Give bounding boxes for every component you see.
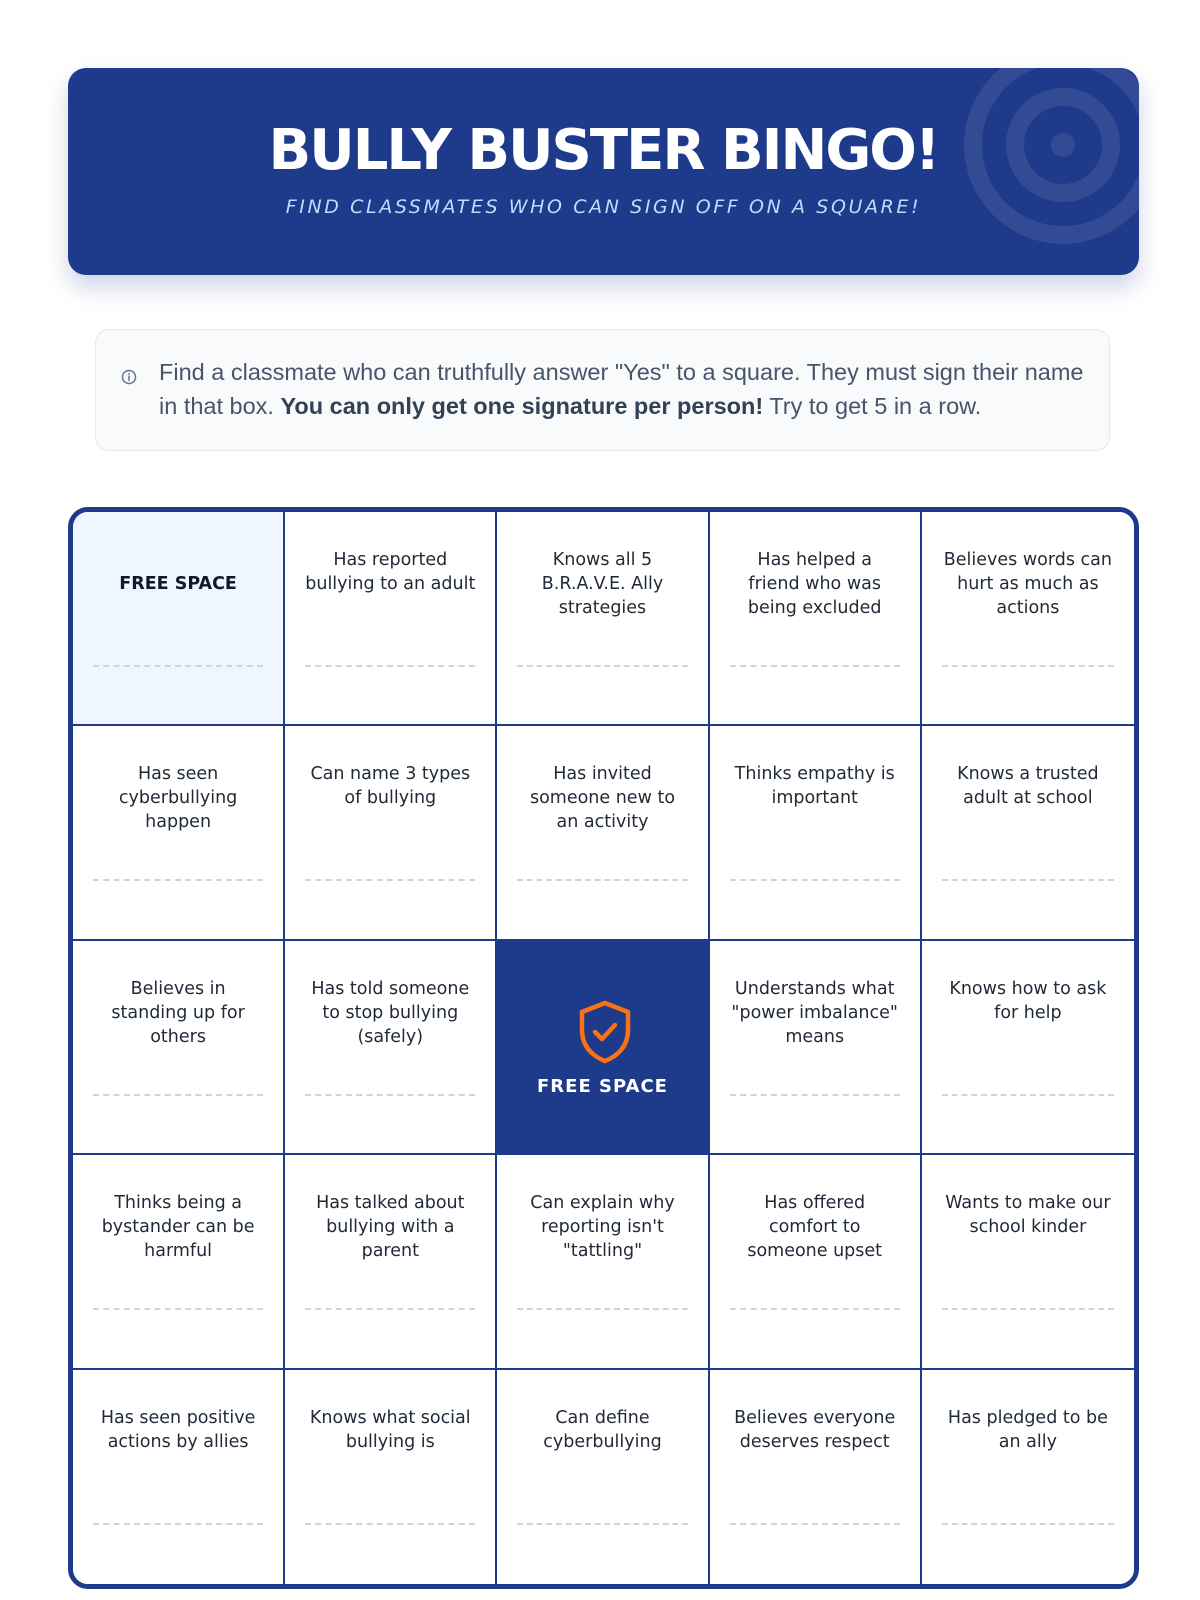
cell-prompt: Can explain why reporting isn't "tattling" [530, 1193, 675, 1262]
instructions-box [95, 329, 1110, 451]
cell-prompt: Believes in standing up for others [111, 978, 245, 1047]
signature-line[interactable] [942, 879, 1114, 881]
shield-check-icon [577, 999, 633, 1065]
cell-prompt: Thinks empathy is important [734, 764, 895, 809]
bingo-cell[interactable] [922, 726, 1134, 940]
bingo-cell[interactable] [73, 1370, 285, 1584]
signature-line[interactable] [517, 1308, 687, 1310]
cell-prompt: Knows what social bullying is [309, 1407, 471, 1452]
cell-prompt: Has talked about bullying with a parent [316, 1193, 465, 1262]
signature-line[interactable] [93, 665, 263, 667]
page-subtitle: FIND CLASSMATES WHO CAN SIGN OFF ON A SQUARE! [285, 196, 922, 218]
cell-prompt: Has helped a friend who was being excluded [747, 550, 882, 618]
signature-line[interactable] [93, 1523, 263, 1525]
bingo-cell[interactable] [922, 1370, 1134, 1584]
signature-line[interactable] [942, 665, 1114, 667]
instructions-text-start: Find a classmate who can truthfully answer "Yes" to a square. They must sign their name in that box. [159, 359, 1084, 419]
cell-prompt: Thinks being a bystander can be harmful [101, 1193, 255, 1262]
cell-prompt: FREE SPACE [119, 574, 237, 594]
signature-line[interactable] [730, 1094, 900, 1096]
bingo-cell[interactable] [285, 941, 497, 1155]
cell-prompt: Can define cyberbullying [543, 1407, 662, 1452]
bingo-cell[interactable] [73, 941, 285, 1155]
instructions-text [159, 355, 1094, 423]
bingo-cell[interactable] [922, 941, 1134, 1155]
bingo-cell[interactable] [497, 726, 709, 940]
cell-prompt: Has pledged to be an ally [947, 1407, 1108, 1452]
bingo-cell[interactable] [710, 1155, 922, 1369]
bingo-cell[interactable] [710, 726, 922, 940]
bingo-cell-free-center [497, 941, 709, 1155]
cell-prompt: Has seen cyberbullying happen [118, 764, 238, 833]
cell-prompt: Believes everyone deserves respect [734, 1407, 896, 1452]
bingo-board [68, 507, 1139, 1589]
signature-line[interactable] [517, 1523, 687, 1525]
cell-prompt: Understands what "power imbalance" means [731, 978, 898, 1047]
cell-prompt: Wants to make our school kinder [945, 1193, 1111, 1238]
signature-line[interactable] [305, 879, 475, 881]
cell-prompt: Can name 3 types of bullying [310, 764, 471, 809]
bingo-cell[interactable] [285, 1155, 497, 1369]
bingo-cell[interactable] [710, 1370, 922, 1584]
cell-prompt: Believes words can hurt as much as actions [943, 550, 1112, 618]
cell-prompt: Has invited someone new to an activity [529, 764, 676, 833]
cell-prompt: Has offered comfort to someone upset [747, 1193, 883, 1262]
bingo-cell[interactable] [285, 1370, 497, 1584]
cell-prompt: Knows how to ask for help [949, 978, 1107, 1023]
signature-line[interactable] [942, 1308, 1114, 1310]
instructions-text-end: Try to get 5 in a row. [763, 393, 982, 419]
bingo-cell-free-corner[interactable] [73, 512, 285, 726]
cell-prompt: Knows all 5 B.R.A.V.E. Ally strategies [541, 550, 664, 618]
instructions-rule: You can only get one signature per person! [280, 393, 764, 419]
bingo-cell[interactable] [285, 726, 497, 940]
free-space-label: FREE SPACE [537, 1075, 668, 1097]
signature-line[interactable] [305, 665, 475, 667]
signature-line[interactable] [305, 1094, 475, 1096]
signature-line[interactable] [93, 879, 263, 881]
bingo-cell[interactable] [73, 726, 285, 940]
bingo-cell[interactable] [710, 941, 922, 1155]
bingo-cell[interactable] [285, 512, 497, 726]
signature-line[interactable] [517, 879, 687, 881]
bingo-cell[interactable] [710, 512, 922, 726]
signature-line[interactable] [730, 1308, 900, 1310]
signature-line[interactable] [730, 879, 900, 881]
signature-line[interactable] [730, 665, 900, 667]
info-icon [121, 369, 137, 385]
bingo-cell[interactable] [497, 1155, 709, 1369]
signature-line[interactable] [93, 1094, 263, 1096]
bingo-cell[interactable] [497, 512, 709, 726]
cell-prompt: Has reported bullying to an adult [305, 550, 476, 594]
page-title: BULLY BUSTER BINGO! [268, 118, 939, 183]
bingo-cell[interactable] [922, 1155, 1134, 1369]
signature-line[interactable] [942, 1523, 1114, 1525]
signature-line[interactable] [942, 1094, 1114, 1096]
bingo-cell[interactable] [922, 512, 1134, 726]
signature-line[interactable] [517, 665, 687, 667]
cell-prompt: Knows a trusted adult at school [957, 764, 1099, 809]
signature-line[interactable] [730, 1523, 900, 1525]
signature-line[interactable] [305, 1308, 475, 1310]
bingo-cell[interactable] [73, 1155, 285, 1369]
signature-line[interactable] [305, 1523, 475, 1525]
header-banner [68, 68, 1139, 275]
cell-prompt: Has told someone to stop bullying (safely) [311, 978, 470, 1047]
bingo-grid [73, 512, 1134, 1584]
signature-line[interactable] [93, 1308, 263, 1310]
cell-prompt: Has seen positive actions by allies [100, 1407, 256, 1452]
bingo-cell[interactable] [497, 1370, 709, 1584]
